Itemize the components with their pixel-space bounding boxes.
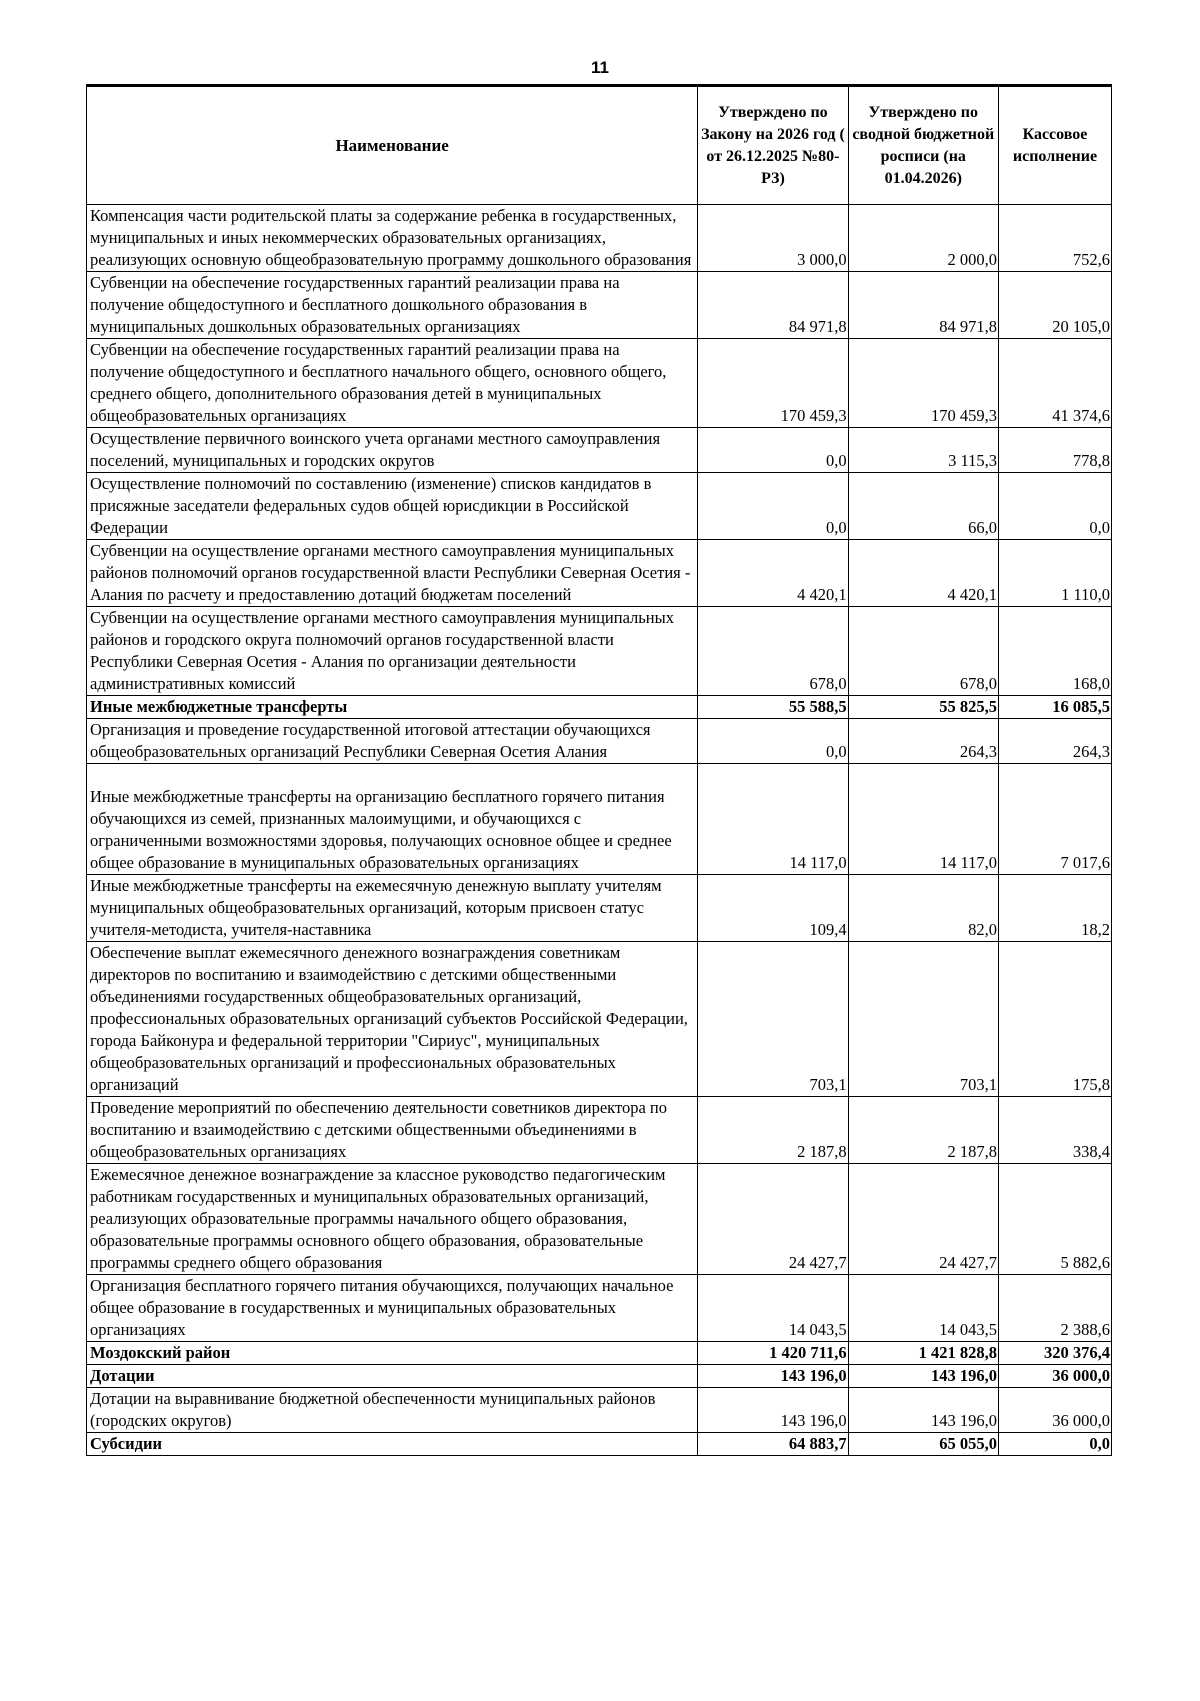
table-row [87,1388,1112,1433]
row-cash-execution-cell: 752,6 [998,205,1111,272]
row-cash-execution-cell: 168,0 [998,607,1111,696]
row-approved-by-law-cell: 109,4 [698,875,848,942]
row-cash-execution-cell: 36 000,0 [998,1388,1111,1433]
row-approved-by-law-cell: 0,0 [698,473,848,540]
row-approved-by-roster-cell: 24 427,7 [848,1164,998,1275]
row-cash-execution-cell: 2 388,6 [998,1275,1111,1342]
row-approved-by-roster-cell: 4 420,1 [848,540,998,607]
row-name-cell: Субвенции на осуществление органами местного самоуправления муниципальных районов полномочий органов государственной власти Республики Северная Осетия - Алания по расчету и предоставлению дотаций бюджетам поселений [87,540,698,607]
table-row [87,272,1112,339]
table-row [87,764,1112,875]
page-number: 11 [591,58,609,77]
table-row [87,1164,1112,1275]
row-approved-by-roster-cell: 143 196,0 [848,1365,998,1388]
row-cash-execution-cell: 16 085,5 [998,696,1111,719]
row-cash-execution-cell: 5 882,6 [998,1164,1111,1275]
row-name-cell: Ежемесячное денежное вознаграждение за классное руководство педагогическим работникам государственных и муниципальных образовательных организаций, реализующих образовательные программы начального общего образования, образовательные программы основного общего образования, образовательные программы среднего общего образования [87,1164,698,1275]
row-approved-by-law-cell: 55 588,5 [698,696,848,719]
row-approved-by-roster-cell: 3 115,3 [848,428,998,473]
row-approved-by-roster-cell: 170 459,3 [848,339,998,428]
row-approved-by-law-cell: 14 117,0 [698,764,848,875]
row-approved-by-roster-cell: 2 000,0 [848,205,998,272]
row-approved-by-law-cell: 143 196,0 [698,1388,848,1433]
row-cash-execution-cell: 338,4 [998,1097,1111,1164]
row-approved-by-roster-cell: 703,1 [848,942,998,1097]
row-cash-execution-cell: 0,0 [998,1433,1111,1456]
row-approved-by-law-cell: 170 459,3 [698,339,848,428]
table-row [87,205,1112,272]
row-approved-by-roster-cell: 66,0 [848,473,998,540]
row-name-cell: Осуществление первичного воинского учета органами местного самоуправления поселений, муниципальных и городских округов [87,428,698,473]
table-row [87,1365,1112,1388]
table-row [87,473,1112,540]
row-cash-execution-cell: 264,3 [998,719,1111,764]
row-name-cell: Субвенции на осуществление органами местного самоуправления муниципальных районов и городского округа полномочий органов государственной власти Республики Северная Осетия - Алания по организации деятельности административных комиссий [87,607,698,696]
table-row [87,339,1112,428]
table-row [87,540,1112,607]
row-approved-by-law-cell: 4 420,1 [698,540,848,607]
row-approved-by-roster-cell: 84 971,8 [848,272,998,339]
row-cash-execution-cell: 0,0 [998,473,1111,540]
row-approved-by-law-cell: 24 427,7 [698,1164,848,1275]
row-cash-execution-cell: 778,8 [998,428,1111,473]
row-approved-by-law-cell: 64 883,7 [698,1433,848,1456]
row-approved-by-roster-cell: 264,3 [848,719,998,764]
row-approved-by-roster-cell: 65 055,0 [848,1433,998,1456]
row-approved-by-roster-cell: 2 187,8 [848,1097,998,1164]
row-approved-by-law-cell: 14 043,5 [698,1275,848,1342]
row-name-cell: Обеспечение выплат ежемесячного денежного вознаграждения советникам директоров по воспитанию и взаимодействию с детскими общественными объединениями государственных общеобразовательных организаций, профессиональных образовательных организаций субъектов Российской Федерации, города Байконура и федеральной территории "Сириус", муниципальных общеобразовательных организаций и профессиональных образовательных организаций [87,942,698,1097]
budget-execution-table [86,84,1112,1456]
row-cash-execution-cell: 18,2 [998,875,1111,942]
row-cash-execution-cell: 7 017,6 [998,764,1111,875]
row-approved-by-law-cell: 1 420 711,6 [698,1342,848,1365]
table-row [87,1275,1112,1342]
row-cash-execution-cell: 320 376,4 [998,1342,1111,1365]
row-approved-by-roster-cell: 1 421 828,8 [848,1342,998,1365]
row-approved-by-roster-cell: 82,0 [848,875,998,942]
row-name-cell: Компенсация части родительской платы за содержание ребенка в государственных, муниципальных и иных некоммерческих образовательных организациях, реализующих основную общеобразовательную программу дошкольного образования [87,205,698,272]
row-name-cell: Моздокский район [87,1342,698,1365]
table-body [87,205,1112,1456]
row-cash-execution-cell: 36 000,0 [998,1365,1111,1388]
row-name-cell: Дотации на выравнивание бюджетной обеспеченности муниципальных районов (городских округов) [87,1388,698,1433]
table-row [87,1097,1112,1164]
row-approved-by-law-cell: 2 187,8 [698,1097,848,1164]
row-approved-by-law-cell: 0,0 [698,428,848,473]
row-approved-by-roster-cell: 14 043,5 [848,1275,998,1342]
row-approved-by-law-cell: 143 196,0 [698,1365,848,1388]
table-row [87,719,1112,764]
row-name-cell: Проведение мероприятий по обеспечению деятельности советников директора по воспитанию и взаимодействию с детскими общественными объединениями в общеобразовательных организациях [87,1097,698,1164]
table-row [87,696,1112,719]
table-row [87,942,1112,1097]
row-cash-execution-cell: 175,8 [998,942,1111,1097]
table-row [87,875,1112,942]
row-name-cell: Иные межбюджетные трансферты на ежемесячную денежную выплату учителям муниципальных общеобразовательных организаций, которым присвоен статус учителя-методиста, учителя-наставника [87,875,698,942]
row-approved-by-law-cell: 678,0 [698,607,848,696]
row-name-cell: Субвенции на обеспечение государственных гарантий реализации права на получение общедоступного и бесплатного дошкольного образования в муниципальных дошкольных образовательных организациях [87,272,698,339]
header-cash-execution: Кассовое исполнение [998,86,1111,205]
row-name-cell: Организация бесплатного горячего питания обучающихся, получающих начальное общее образование в государственных и муниципальных образовательных организациях [87,1275,698,1342]
table-row [87,1342,1112,1365]
table-row [87,1433,1112,1456]
row-name-cell: Иные межбюджетные трансферты [87,696,698,719]
header-name: Наименование [87,86,698,205]
row-approved-by-law-cell: 0,0 [698,719,848,764]
row-approved-by-roster-cell: 678,0 [848,607,998,696]
row-name-cell: Осуществление полномочий по составлению (изменение) списков кандидатов в присяжные заседатели федеральных судов общей юрисдикции в Российской Федерации [87,473,698,540]
row-name-cell: Дотации [87,1365,698,1388]
row-name-cell: Субвенции на обеспечение государственных гарантий реализации права на получение общедоступного и бесплатного начального общего, основного общего, среднего общего, дополнительного образования детей в муниципальных общеобразовательных организациях [87,339,698,428]
row-approved-by-law-cell: 703,1 [698,942,848,1097]
table-row [87,428,1112,473]
row-approved-by-roster-cell: 55 825,5 [848,696,998,719]
row-name-cell: Организация и проведение государственной итоговой аттестации обучающихся общеобразовательных организаций Республики Северная Осетия Алания [87,719,698,764]
table-header-row [87,86,1112,205]
row-approved-by-roster-cell: 143 196,0 [848,1388,998,1433]
row-name-cell: Субсидии [87,1433,698,1456]
row-name-cell: Иные межбюджетные трансферты на организацию бесплатного горячего питания обучающихся из семей, признанных малоимущими, и обучающихся с ограниченными возможностями здоровья, получающих основное общее и среднее общее образование в муниципальных образовательных организациях [87,764,698,875]
row-cash-execution-cell: 20 105,0 [998,272,1111,339]
header-approved-by-roster: Утверждено по сводной бюджетной росписи (на 01.04.2026) [848,86,998,205]
row-approved-by-law-cell: 84 971,8 [698,272,848,339]
row-approved-by-law-cell: 3 000,0 [698,205,848,272]
row-cash-execution-cell: 41 374,6 [998,339,1111,428]
row-approved-by-roster-cell: 14 117,0 [848,764,998,875]
row-cash-execution-cell: 1 110,0 [998,540,1111,607]
header-approved-by-law: Утверждено по Закону на 2026 год ( от 26.12.2025 №80-РЗ) [698,86,848,205]
table-row [87,607,1112,696]
